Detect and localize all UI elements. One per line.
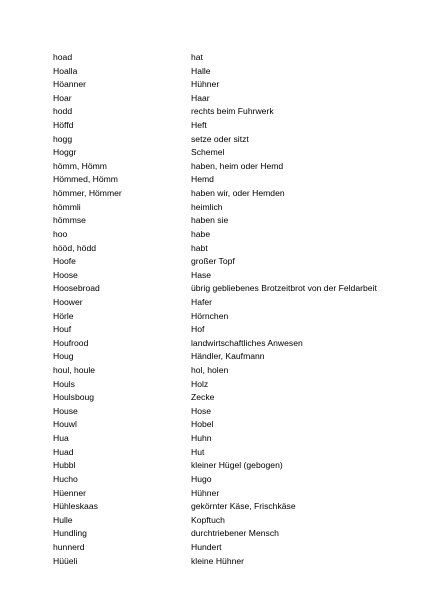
dialect-term: hoad [53,52,73,62]
standard-german-meaning: Huhn [191,433,212,444]
dialect-term: Hörle [53,310,74,321]
glossary-row [53,432,413,446]
glossary-row [53,473,413,487]
dialect-term: houl, houle [53,365,96,376]
glossary-row [53,187,413,201]
dialect-term: hoo [53,228,68,239]
glossary-row [53,255,413,269]
glossary-row [53,214,413,228]
glossary-row [53,555,413,569]
standard-german-meaning: Heft [191,120,207,131]
glossary-list [53,51,413,568]
standard-german-meaning: Kopftuch [191,514,225,525]
standard-german-meaning: kleine Hühner [191,555,245,566]
glossary-row [53,514,413,528]
dialect-term: Hubbl [53,460,76,471]
dialect-term: hömmse [53,215,86,226]
glossary-row [53,337,413,351]
dialect-term: hööd, hödd [53,242,97,253]
glossary-row [53,541,413,555]
standard-german-meaning: Haar [191,92,210,103]
standard-german-meaning: setze oder sitzt [191,133,249,144]
standard-german-meaning: Hundert [191,541,222,552]
glossary-row [53,378,413,392]
dialect-term: Hoosebroad [53,283,100,294]
glossary-row [53,282,413,296]
glossary-row [53,133,413,147]
standard-german-meaning: Händler, Kaufmann [191,351,265,362]
dialect-term: Hoose [53,269,78,280]
standard-german-meaning: heimlich [191,201,223,212]
standard-german-meaning: hol, holen [191,365,229,376]
standard-german-meaning: großer Topf [191,256,235,267]
dialect-term: Hoofe [53,256,76,267]
standard-german-meaning: habe [191,228,211,239]
standard-german-meaning: kleiner Hügel (gebogen) [191,460,283,471]
standard-german-meaning: übrig gebliebenes Brotzeitbrot von der Feldarbeit [191,283,377,294]
glossary-row [53,391,413,405]
glossary-row [53,364,413,378]
standard-german-meaning: haben, heim oder Hemd [191,160,284,171]
standard-german-meaning: Hose [191,405,212,416]
dialect-term: hömmli [53,201,81,212]
glossary-row [53,173,413,187]
dialect-term: Hulle [53,514,73,525]
glossary-row [53,296,413,310]
dialect-term: Hoggr [53,147,77,158]
dialect-term: Hucho [53,473,78,484]
dialect-term: Houfrood [53,337,89,348]
dialect-term: Höffd [53,120,74,131]
standard-german-meaning: landwirtschaftliches Anwesen [191,337,303,348]
glossary-row [53,323,413,337]
glossary-row [53,269,413,283]
standard-german-meaning: rechts beim Fuhrwerk [191,106,274,117]
dialect-term: hömm, Hömm [53,160,107,171]
dialect-term: Houg [53,351,74,362]
glossary-row [53,119,413,133]
glossary-row [53,446,413,460]
standard-german-meaning: Hemd [191,174,214,185]
dialect-term: Houf [53,324,72,335]
glossary-row [53,65,413,79]
dialect-term: hodd [53,106,73,117]
glossary-row [53,310,413,324]
standard-german-meaning: Hörnchen [191,310,229,321]
dialect-term: hunnerd [53,541,85,552]
glossary-row [53,459,413,473]
dialect-term: hogg [53,133,73,144]
dialect-term: Höanner [53,79,86,90]
glossary-row [53,500,413,514]
standard-german-meaning: Hafer [191,296,213,307]
dialect-term: Hoower [53,296,83,307]
standard-german-meaning: Hühner [191,79,220,90]
standard-german-meaning: Hugo [191,473,212,484]
standard-german-meaning: gekörnter Käse, Frischkäse [191,501,296,512]
glossary-row [53,201,413,215]
standard-german-meaning: haben wir, oder Hemden [191,188,285,199]
dialect-term: Hüenner [53,487,86,498]
glossary-row [53,405,413,419]
standard-german-meaning: Hof [191,324,205,335]
standard-german-meaning: Halle [191,65,211,76]
dialect-term: Houwl [53,419,77,430]
standard-german-meaning: Hobel [191,419,214,430]
glossary-row [53,78,413,92]
standard-german-meaning: Zecke [191,392,215,403]
standard-german-meaning: habt [191,242,208,253]
dialect-term: Hömmed, Hömm [53,174,118,185]
standard-german-meaning: Hühner [191,487,220,498]
dialect-term: Houls [53,378,75,389]
dialect-term: Hühleskaas [53,501,98,512]
standard-german-meaning: hat [191,52,203,62]
dialect-term: Hua [53,433,69,444]
standard-german-meaning: Holz [191,378,209,389]
standard-german-meaning: Hut [191,446,205,457]
standard-german-meaning: durchtriebener Mensch [191,528,279,539]
glossary-row [53,228,413,242]
dialect-term: House [53,405,78,416]
dialect-term: hömmer, Hömmer [53,188,122,199]
glossary-row [53,105,413,119]
dialect-term: Hoar [53,92,72,103]
glossary-row [53,146,413,160]
standard-german-meaning: haben sie [191,215,229,226]
dialect-term: Huad [53,446,74,457]
glossary-row [53,527,413,541]
glossary-row [53,242,413,256]
glossary-row [53,51,413,65]
standard-german-meaning: Schemel [191,147,225,158]
glossary-row [53,350,413,364]
glossary-row [53,487,413,501]
glossary-row [53,92,413,106]
dialect-term: Hüüeli [53,555,78,566]
standard-german-meaning: Hase [191,269,212,280]
dialect-term: Houlsboug [53,392,95,403]
glossary-row [53,418,413,432]
glossary-row [53,160,413,174]
dialect-term: Hundling [53,528,87,539]
dialect-term: Hoalla [53,65,78,76]
